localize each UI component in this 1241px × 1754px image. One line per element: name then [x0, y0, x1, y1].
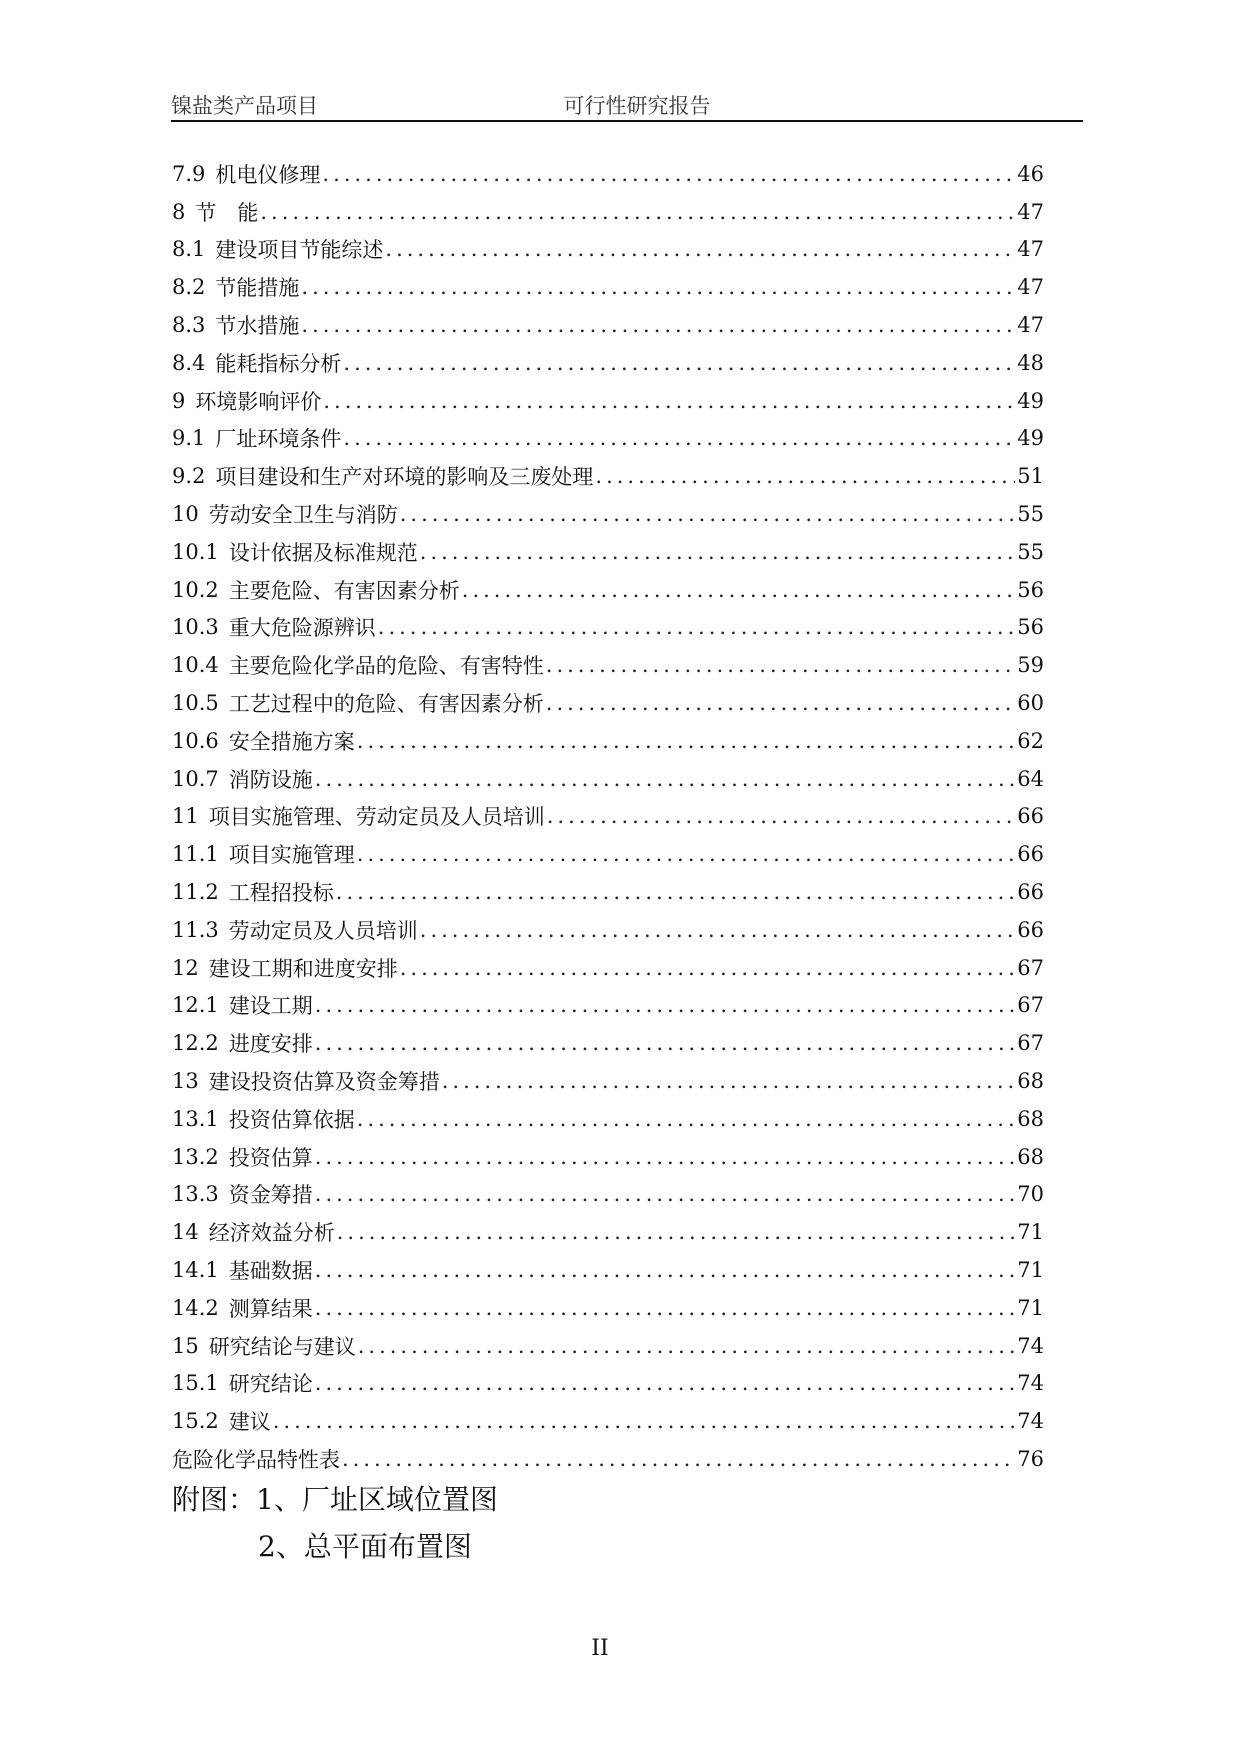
toc-entry-title: 建议 [228, 1410, 271, 1435]
toc-dot-leader [315, 767, 1016, 791]
toc-entry-number: 10.7 [172, 766, 219, 791]
toc-entry-number: 11.2 [172, 880, 219, 905]
toc-entry [172, 382, 1044, 420]
toc-entry [172, 1365, 1044, 1403]
toc-dot-leader [420, 918, 1016, 942]
toc-entry-number: 9.2 [172, 464, 206, 489]
toc-entry-page: 68 [1017, 1144, 1044, 1169]
toc-entry [172, 344, 1044, 382]
toc-dot-leader [315, 1258, 1016, 1282]
toc-entry-page: 64 [1017, 766, 1044, 791]
toc-dot-leader [315, 993, 1016, 1017]
toc-entry-page: 74 [1017, 1409, 1044, 1434]
toc-entry-page: 47 [1017, 199, 1044, 224]
toc-entry-title: 机电仪修理 [215, 162, 321, 187]
toc-dot-leader [315, 1182, 1016, 1206]
toc-dot-leader [260, 200, 1015, 224]
toc-entry-page: 66 [1017, 804, 1044, 829]
toc-dot-leader [301, 275, 1015, 299]
toc-entry-page: 66 [1017, 880, 1044, 905]
toc-entry [172, 231, 1044, 269]
toc-entry-title: 建设项目节能综述 [215, 238, 384, 263]
toc-entry-title: 节水措施 [215, 314, 300, 339]
toc-entry-page: 55 [1017, 502, 1044, 527]
toc-entry-number: 9.1 [172, 426, 206, 451]
toc-entry [172, 533, 1044, 571]
toc-dot-leader [273, 1409, 1016, 1433]
toc-entry-page: 56 [1017, 615, 1044, 640]
toc-entry-title: 项目实施管理、劳动定员及人员培训 [208, 805, 545, 830]
toc-entry-title: 项目建设和生产对环境的影响及三废处理 [215, 465, 594, 490]
toc-entry-page: 51 [1017, 464, 1044, 489]
toc-entry-title: 工程招投标 [228, 881, 334, 906]
toc-dot-leader [357, 1107, 1016, 1131]
toc-entry [172, 722, 1044, 760]
toc-entry-title: 资金筹措 [228, 1183, 313, 1208]
toc-entry-number: 11.1 [172, 842, 219, 867]
toc-entry-number: 8.2 [172, 275, 206, 300]
toc-dot-leader [420, 540, 1016, 564]
toc-entry-title: 项目实施管理 [228, 843, 355, 868]
toc-entry-number: 15 [172, 1333, 199, 1358]
toc-entry [172, 1100, 1044, 1138]
toc-entry-page: 71 [1017, 1258, 1044, 1282]
toc-entry [172, 1024, 1044, 1062]
toc-entry-page: 71 [1017, 1220, 1044, 1245]
toc-entry-number: 10.2 [172, 577, 219, 602]
toc-entry-number: 10 [172, 502, 199, 527]
toc-dot-leader [546, 691, 1016, 715]
toc-entry [172, 987, 1044, 1025]
toc-entry [172, 684, 1044, 722]
toc-entry-number: 11.3 [172, 917, 219, 942]
toc-entry-number: 8.3 [172, 313, 206, 338]
header-report-title: 可行性研究报告 [563, 94, 711, 118]
toc-entry-number: 14 [172, 1220, 199, 1245]
toc-entry-number: 15.2 [172, 1409, 219, 1434]
toc-entry-title: 环境影响评价 [195, 389, 322, 414]
toc-entry [172, 609, 1044, 647]
toc-dot-leader [357, 842, 1016, 866]
toc-entry-page: 62 [1017, 728, 1044, 753]
toc-entry [172, 1289, 1044, 1327]
toc-entry [172, 193, 1044, 231]
toc-entry-title: 节能措施 [215, 276, 300, 301]
toc-dot-leader [547, 804, 1016, 828]
toc-entry-number: 14.2 [172, 1295, 219, 1320]
toc-entry-number: 10.6 [172, 728, 219, 753]
toc-entry-title: 基础数据 [228, 1259, 313, 1283]
toc-entry [172, 268, 1044, 306]
toc-dot-leader [315, 1296, 1016, 1320]
toc-dot-leader [323, 389, 1015, 413]
toc-entry-number: 12.1 [172, 993, 219, 1018]
toc-dot-leader [315, 1031, 1016, 1055]
toc-entry [172, 949, 1044, 987]
toc-entry [172, 873, 1044, 911]
toc-entry-number: 11 [172, 804, 199, 829]
toc-entry-title: 研究结论与建议 [208, 1334, 356, 1359]
toc-entry [172, 1062, 1044, 1100]
toc-dot-leader [337, 1220, 1016, 1244]
toc-entry [172, 798, 1044, 836]
toc-entry-number: 7.9 [172, 161, 206, 186]
toc-entry-title: 主要危险、有害因素分析 [228, 578, 460, 603]
toc-entry-title: 危险化学品特性表 [172, 1447, 340, 1472]
toc-entry-title: 安全措施方案 [228, 729, 355, 754]
page-number: II [591, 1636, 609, 1661]
toc-entry [172, 1213, 1044, 1251]
toc-entry-page: 66 [1017, 917, 1044, 942]
toc-entry-page: 47 [1017, 237, 1044, 262]
toc-entry [172, 911, 1044, 949]
toc-dot-leader [385, 237, 1015, 261]
toc-entry-title: 建设投资估算及资金筹措 [208, 1070, 440, 1095]
toc-dot-leader [301, 313, 1015, 337]
table-of-contents [172, 155, 1044, 1478]
toc-entry-page: 47 [1017, 313, 1044, 338]
toc-entry-page: 67 [1017, 1031, 1044, 1056]
toc-entry [172, 420, 1044, 458]
toc-entry [172, 571, 1044, 609]
toc-entry-title: 劳动定员及人员培训 [228, 918, 418, 943]
toc-entry-number: 8.1 [172, 237, 206, 262]
toc-dot-leader [315, 1145, 1016, 1169]
toc-entry-title: 建设工期和进度安排 [208, 956, 398, 981]
toc-dot-leader [400, 956, 1016, 980]
toc-dot-leader [343, 426, 1015, 450]
toc-entry-page: 47 [1017, 275, 1044, 300]
toc-entry-page: 66 [1017, 842, 1044, 867]
toc-entry-page: 59 [1017, 653, 1044, 678]
toc-entry-title: 进度安排 [228, 1032, 313, 1057]
header-project-name: 镍盐类产品项目 [171, 94, 318, 118]
toc-entry-page: 74 [1017, 1371, 1044, 1396]
appendix-figures-line-2: 2、总平面布置图 [258, 1530, 472, 1563]
toc-entry-number: 13.2 [172, 1144, 219, 1169]
toc-entry [172, 1251, 1044, 1289]
toc-entry-number: 15.1 [172, 1371, 219, 1396]
toc-entry-title: 研究结论 [228, 1372, 313, 1397]
toc-entry-page: 76 [1017, 1446, 1044, 1471]
toc-entry [172, 1402, 1044, 1440]
toc-entry-number: 9 [172, 388, 186, 413]
toc-dot-leader [462, 578, 1016, 602]
toc-entry-number: 13 [172, 1069, 199, 1094]
toc-dot-leader [342, 1447, 1015, 1471]
toc-entry-title: 消防设施 [228, 767, 313, 792]
toc-entry-title: 工艺过程中的危险、有害因素分析 [228, 692, 544, 717]
toc-entry-title: 建设工期 [228, 994, 313, 1019]
toc-dot-leader [595, 464, 1015, 488]
toc-entry-number: 14.1 [172, 1258, 219, 1282]
toc-entry-page: 46 [1017, 161, 1044, 186]
toc-entry [172, 155, 1044, 193]
toc-entry-page: 68 [1017, 1069, 1044, 1094]
toc-entry-number: 12 [172, 955, 199, 980]
toc-entry-number: 13.3 [172, 1182, 219, 1207]
toc-entry [172, 1176, 1044, 1214]
toc-entry [172, 457, 1044, 495]
toc-entry-title: 主要危险化学品的危险、有害特性 [228, 654, 544, 679]
appendix-figures-line-1: 附图：1、厂址区域位置图 [172, 1483, 498, 1516]
toc-dot-leader [357, 729, 1016, 753]
toc-entry-number: 10.5 [172, 691, 219, 716]
toc-dot-leader [358, 1334, 1016, 1358]
toc-entry-page: 49 [1017, 426, 1044, 451]
toc-dot-leader [315, 1371, 1016, 1395]
toc-entry-title: 经济效益分析 [208, 1221, 335, 1246]
toc-dot-leader [336, 880, 1016, 904]
toc-entry-number: 10.4 [172, 653, 219, 678]
toc-entry-title: 厂址环境条件 [215, 427, 342, 452]
toc-entry-number: 8.4 [172, 350, 206, 375]
toc-entry-number: 10.1 [172, 539, 219, 564]
toc-entry [172, 835, 1044, 873]
toc-entry-title: 能耗指标分析 [215, 351, 342, 376]
toc-entry-page: 71 [1017, 1295, 1044, 1320]
toc-entry-page: 48 [1017, 350, 1044, 375]
toc-entry-title: 设计依据及标准规范 [228, 540, 418, 565]
toc-entry-page: 67 [1017, 955, 1044, 980]
toc-entry-title: 重大危险源辨识 [228, 616, 376, 641]
toc-entry-number: 10.3 [172, 615, 219, 640]
toc-entry-title: 投资估算依据 [228, 1107, 355, 1132]
toc-entry [172, 1138, 1044, 1176]
toc-entry-page: 60 [1017, 691, 1044, 716]
toc-entry-number: 8 [172, 199, 186, 224]
toc-entry-title: 劳动安全卫生与消防 [208, 503, 398, 528]
page-header [171, 88, 1083, 122]
toc-dot-leader [442, 1069, 1016, 1093]
toc-entry-page: 70 [1017, 1182, 1044, 1207]
toc-dot-leader [343, 351, 1015, 375]
toc-entry-page: 55 [1017, 539, 1044, 564]
toc-entry-page: 68 [1017, 1106, 1044, 1131]
toc-dot-leader [546, 653, 1016, 677]
toc-entry [172, 646, 1044, 684]
toc-entry-page: 67 [1017, 993, 1044, 1018]
toc-entry [172, 495, 1044, 533]
toc-dot-leader [400, 502, 1016, 526]
toc-entry-title: 投资估算 [228, 1145, 313, 1170]
toc-entry-title: 节 能 [195, 200, 259, 225]
toc-entry-page: 74 [1017, 1333, 1044, 1358]
toc-entry [172, 1440, 1044, 1478]
toc-entry [172, 760, 1044, 798]
toc-dot-leader [378, 615, 1016, 639]
toc-entry [172, 1327, 1044, 1365]
toc-entry-page: 56 [1017, 577, 1044, 602]
toc-entry-number: 12.2 [172, 1031, 219, 1056]
toc-dot-leader [322, 162, 1015, 186]
toc-entry-number: 13.1 [172, 1106, 219, 1131]
toc-entry-page: 49 [1017, 388, 1044, 413]
toc-entry-title: 测算结果 [228, 1296, 313, 1321]
toc-entry [172, 306, 1044, 344]
